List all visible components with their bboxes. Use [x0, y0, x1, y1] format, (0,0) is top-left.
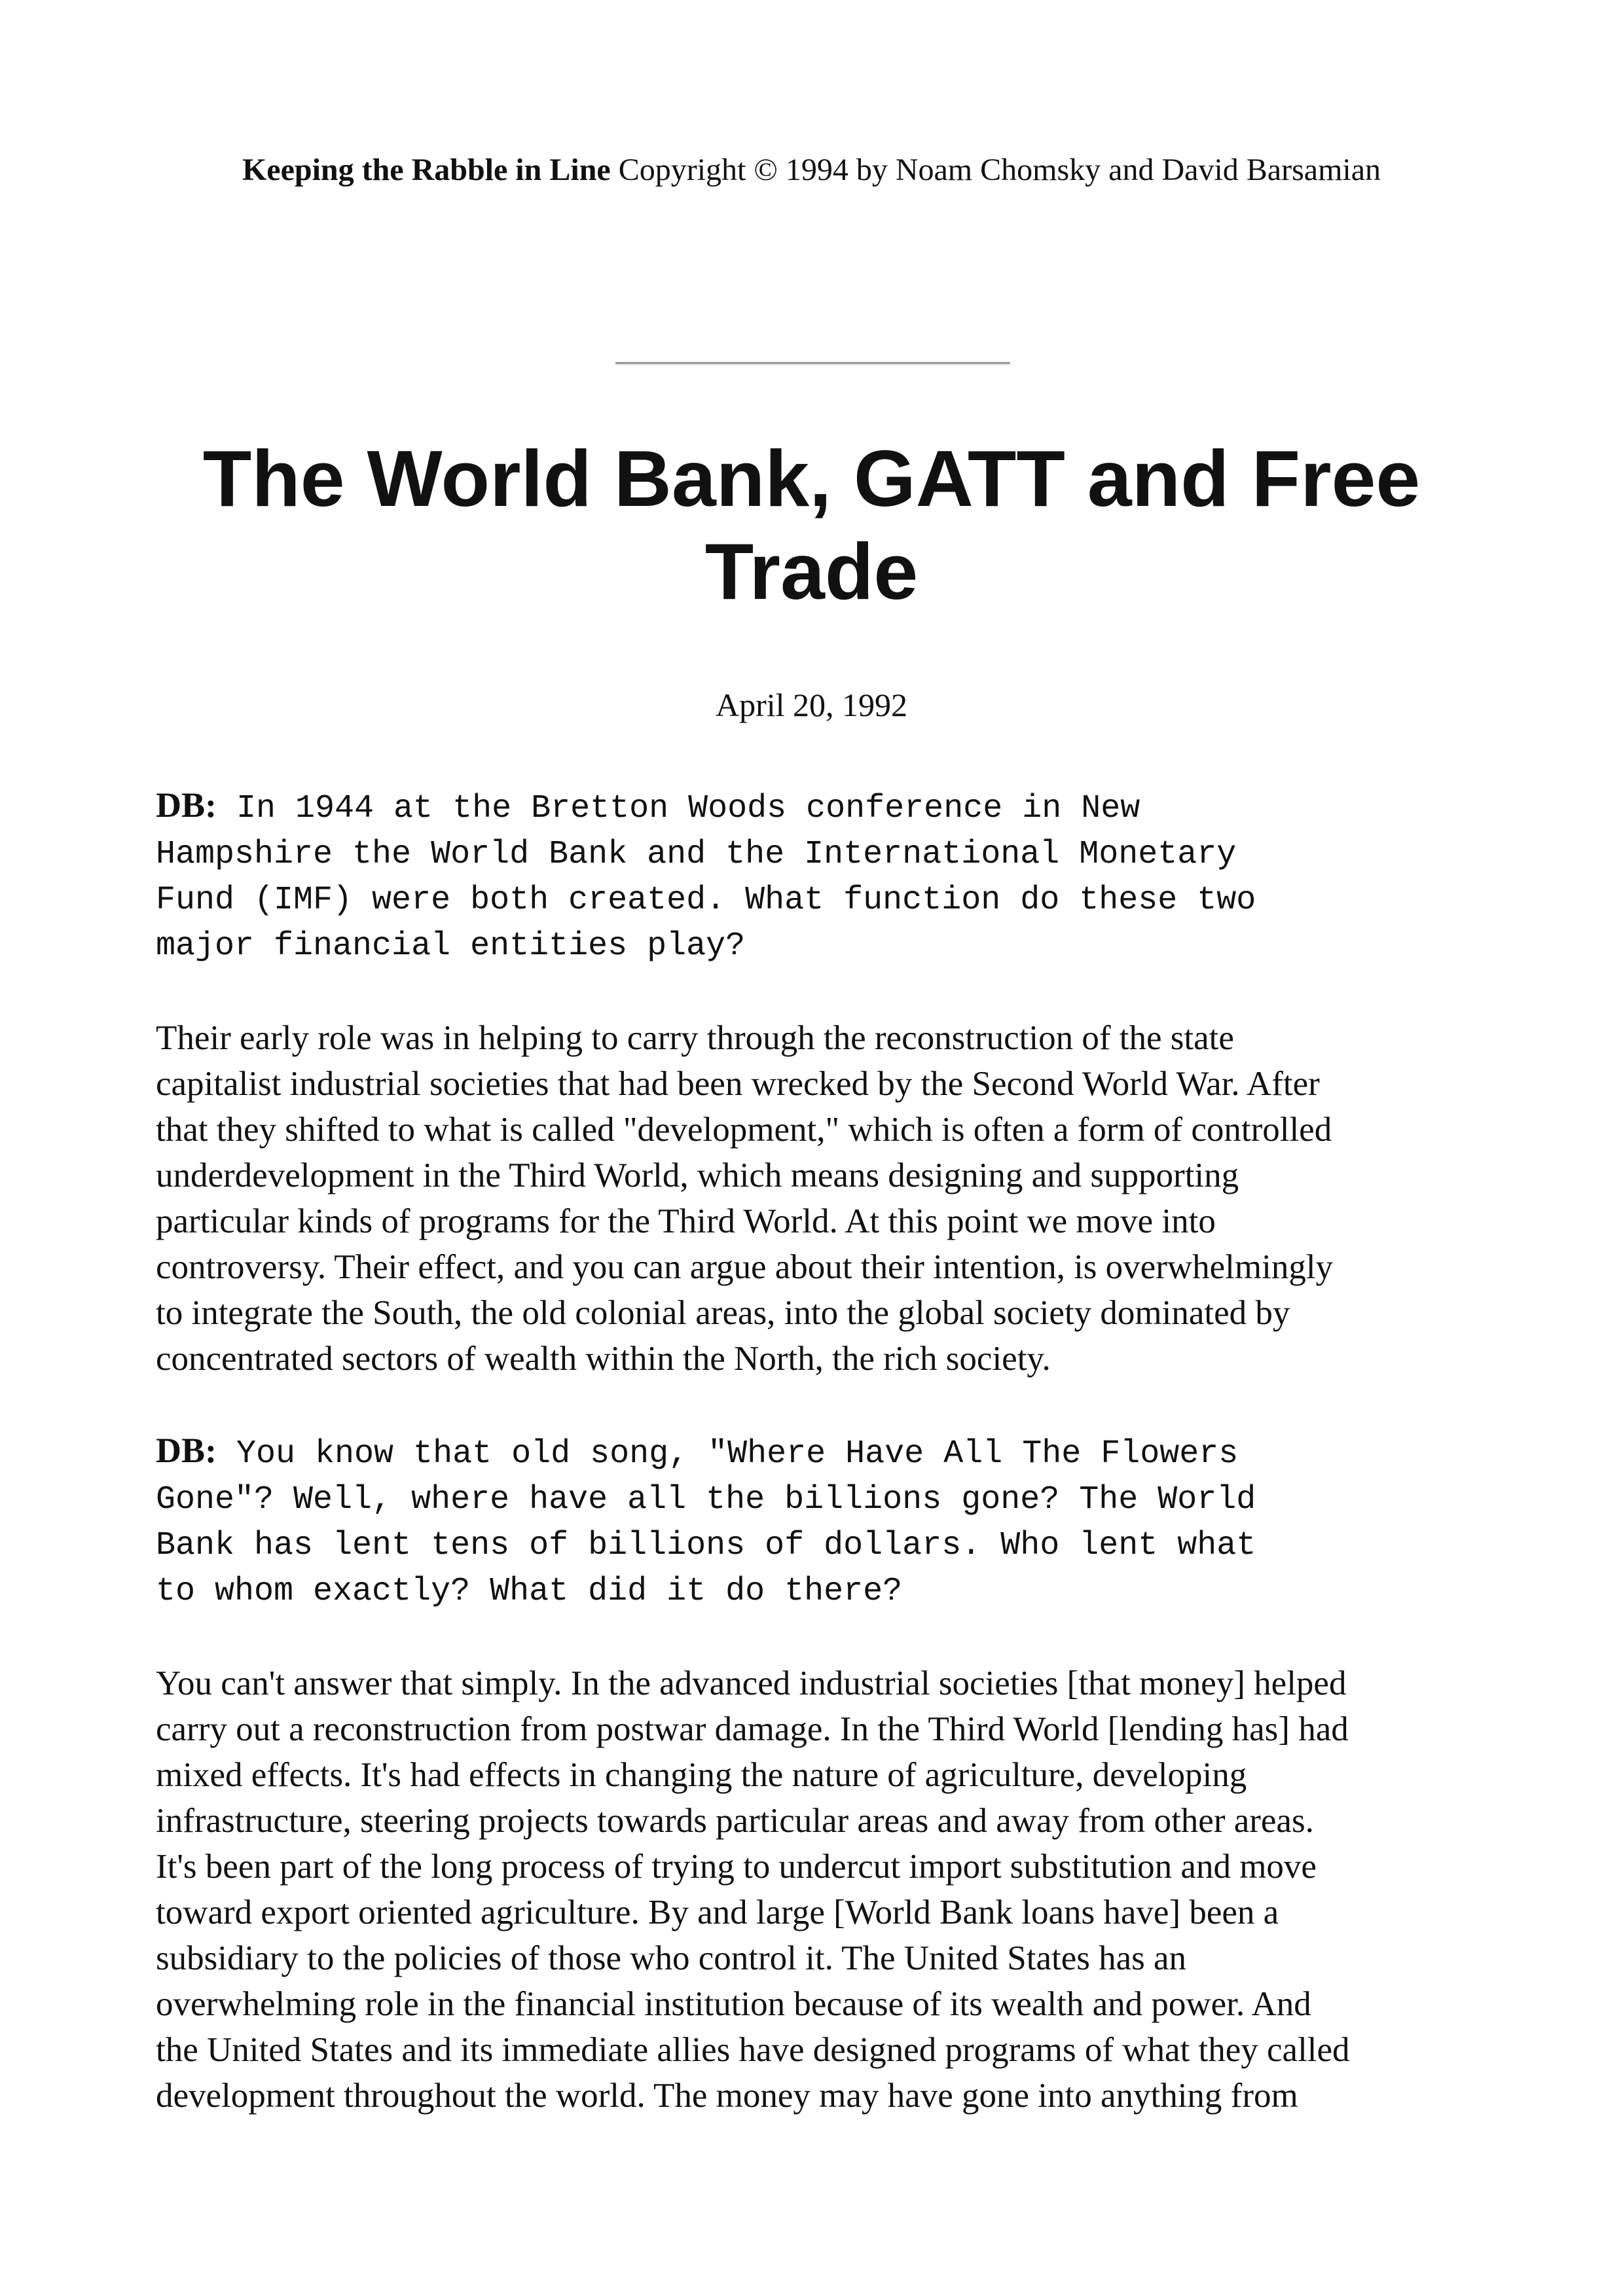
speaker-label: DB: [156, 785, 217, 825]
answer-2: You can't answer that simply. In the advanced industrial societies [that money] helped carry out a reconstruction from postwar damage. In the Third World [lending has] had mixed effects. It's had effects in changing the nature of agriculture, developing infrastructure, steering projects towards particular areas and away from other areas. It's been part of the long process of trying to undercut import substitution and move toward export oriented agriculture. By and large [World Bank loans have] been a subsidiary to the policies of those who control it. The United States has an overwhelming role in the financial institution because of its wealth and power. And the United States and its immediate allies have designed programs of what they called development throughout the world. The money may have gone into anything from [156, 1664, 1350, 2115]
speaker-label: DB: [156, 1431, 217, 1470]
interview-body [156, 782, 1485, 2164]
question-1 [156, 782, 1485, 969]
question-2 [156, 1427, 1485, 1615]
chapter-title: The World Bank, GATT and Free Trade [202, 434, 1421, 616]
question-text: In 1944 at the Bretton Woods conference in New Hampshire the World Bank and the International Monetary Fund (IMF) were both created. What function do these two major financial entities play? [156, 790, 1256, 965]
question-text: You know that old song, "Where Have All The Flowers Gone"? Well, where have all the billions gone? The World Bank has lent tens of billions of dollars. Who lent what to whom exactly? What did it do there? [156, 1435, 1256, 1610]
answer-1: Their early role was in helping to carry through the reconstruction of the state capitalist industrial societies that had been wrecked by the Second World War. After that they shifted to what is called "development," which is often a form of controlled underdevelopment in the Third World, which means designing and supporting particular kinds of programs for the Third World. At this point we move into controversy. Their effect, and you can argue about their intention, is overwhelmingly to integrate the South, the old colonial areas, into the global society dominated by concentrated sectors of wealth within the North, the rich society. [156, 1019, 1334, 1378]
copyright-notice: Copyright © 1994 by Noam Chomsky and David Barsamian [610, 152, 1381, 187]
horizontal-rule [615, 362, 1010, 365]
book-title: Keeping the Rabble in Line [242, 152, 611, 187]
running-header [0, 149, 1623, 191]
chapter-date: April 20, 1992 [715, 687, 908, 723]
